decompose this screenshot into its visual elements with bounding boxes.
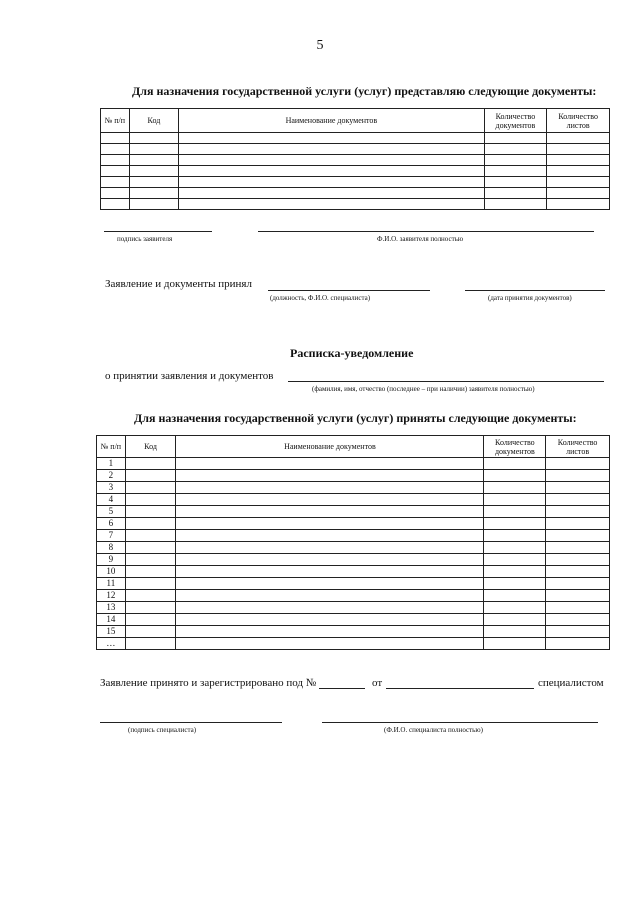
row-number: 8 — [97, 542, 126, 554]
row-sheet-count-cell[interactable] — [546, 614, 610, 626]
table-row — [97, 506, 610, 518]
row-doc-count-cell[interactable] — [484, 602, 546, 614]
table-row — [97, 614, 610, 626]
row-sheet-count-cell[interactable] — [546, 566, 610, 578]
table-row — [101, 155, 610, 166]
row-number — [101, 188, 130, 199]
table-row — [97, 638, 610, 650]
row-doc-count-cell[interactable] — [484, 155, 547, 166]
row-number: 9 — [97, 554, 126, 566]
row-sheet-count-cell[interactable] — [546, 626, 610, 638]
row-doc-count-cell[interactable] — [484, 166, 547, 177]
row-code-cell[interactable] — [125, 482, 176, 494]
row-sheet-count-cell[interactable] — [546, 542, 610, 554]
accepted-position-line[interactable] — [268, 290, 430, 291]
row-doc-count-cell[interactable] — [484, 188, 547, 199]
row-name-cell[interactable] — [176, 530, 484, 542]
specialist-signature-caption: (подпись специалиста) — [128, 726, 197, 734]
row-doc-count-cell[interactable] — [484, 470, 546, 482]
table-row — [101, 188, 610, 199]
registration-prefix: Заявление принято и зарегистрировано под № — [100, 677, 317, 689]
row-name-cell[interactable] — [176, 638, 484, 650]
col-sheet-count: Количество листов — [547, 109, 610, 133]
row-number: 13 — [97, 602, 126, 614]
row-sheet-count-cell[interactable] — [546, 458, 610, 470]
applicant-signature-caption: подпись заявителя — [117, 235, 173, 243]
row-number: 2 — [97, 470, 126, 482]
receipt-about: о принятии заявления и документов — [105, 370, 274, 382]
row-name-cell[interactable] — [179, 166, 484, 177]
row-doc-count-cell[interactable] — [484, 530, 546, 542]
row-name-cell[interactable] — [176, 614, 484, 626]
row-code-cell[interactable] — [125, 566, 176, 578]
row-name-cell[interactable] — [176, 602, 484, 614]
submitted-documents-table — [100, 108, 610, 210]
table-row — [97, 482, 610, 494]
registration-from: от — [372, 677, 383, 689]
specialist-name-line[interactable] — [322, 722, 598, 723]
row-number — [101, 166, 130, 177]
table-row — [97, 590, 610, 602]
row-code-cell[interactable] — [129, 144, 178, 155]
row-sheet-count-cell[interactable] — [546, 590, 610, 602]
row-name-cell[interactable] — [176, 554, 484, 566]
row-code-cell[interactable] — [125, 518, 176, 530]
row-doc-count-cell[interactable] — [484, 578, 546, 590]
accepted-position-caption: (должность, Ф.И.О. специалиста) — [270, 294, 371, 302]
row-name-cell[interactable] — [179, 155, 484, 166]
row-code-cell[interactable] — [125, 458, 176, 470]
row-doc-count-cell[interactable] — [484, 542, 546, 554]
row-number — [101, 155, 130, 166]
row-number — [101, 144, 130, 155]
accepted-date-caption: (дата принятия документов) — [488, 294, 572, 302]
col-sheet-count: Количество листов — [546, 436, 610, 458]
row-sheet-count-cell[interactable] — [546, 554, 610, 566]
row-code-cell[interactable] — [129, 166, 178, 177]
table-row — [97, 530, 610, 542]
row-sheet-count-cell[interactable] — [547, 166, 610, 177]
row-number: 14 — [97, 614, 126, 626]
table-row — [97, 470, 610, 482]
row-sheet-count-cell[interactable] — [547, 133, 610, 144]
row-code-cell[interactable] — [129, 199, 178, 210]
row-doc-count-cell[interactable] — [484, 199, 547, 210]
row-doc-count-cell[interactable] — [484, 638, 546, 650]
row-number: 6 — [97, 518, 126, 530]
section2-heading: Для назначения государственной услуги (услуг) приняты следующие документы: — [134, 411, 577, 425]
registration-date-line[interactable] — [386, 688, 534, 689]
registration-number-line[interactable] — [319, 688, 365, 689]
row-code-cell[interactable] — [125, 614, 176, 626]
row-code-cell[interactable] — [129, 133, 178, 144]
row-doc-count-cell[interactable] — [484, 590, 546, 602]
table-row — [101, 199, 610, 210]
row-sheet-count-cell[interactable] — [546, 578, 610, 590]
table-row — [101, 133, 610, 144]
row-doc-count-cell[interactable] — [484, 554, 546, 566]
row-number — [101, 199, 130, 210]
row-sheet-count-cell[interactable] — [546, 494, 610, 506]
row-sheet-count-cell[interactable] — [546, 482, 610, 494]
row-code-cell[interactable] — [125, 590, 176, 602]
row-number: 4 — [97, 494, 126, 506]
applicant-name-line[interactable] — [258, 231, 594, 232]
table-row — [97, 554, 610, 566]
row-code-cell[interactable] — [125, 602, 176, 614]
col-code: Код — [125, 436, 176, 458]
row-doc-count-cell[interactable] — [484, 133, 547, 144]
table-row — [97, 542, 610, 554]
row-number: 10 — [97, 566, 126, 578]
row-number — [101, 177, 130, 188]
row-code-cell[interactable] — [125, 638, 176, 650]
row-name-cell[interactable] — [176, 458, 484, 470]
row-name-cell[interactable] — [179, 144, 484, 155]
section1-heading: Для назначения государственной услуги (услуг) представляю следующие документы: — [132, 84, 597, 98]
row-code-cell[interactable] — [125, 470, 176, 482]
specialist-name-caption: (Ф.И.О. специалиста полностью) — [384, 726, 483, 734]
row-name-cell[interactable] — [176, 518, 484, 530]
table-row — [97, 626, 610, 638]
row-name-cell[interactable] — [176, 470, 484, 482]
row-name-cell[interactable] — [179, 188, 484, 199]
row-sheet-count-cell[interactable] — [546, 530, 610, 542]
row-code-cell[interactable] — [129, 155, 178, 166]
row-doc-count-cell[interactable] — [484, 614, 546, 626]
table-row — [97, 602, 610, 614]
row-number: … — [97, 638, 126, 650]
row-name-cell[interactable] — [176, 590, 484, 602]
row-doc-count-cell[interactable] — [484, 506, 546, 518]
row-name-cell[interactable] — [176, 566, 484, 578]
row-doc-count-cell[interactable] — [484, 494, 546, 506]
row-number: 11 — [97, 578, 126, 590]
col-num: № п/п — [101, 109, 130, 133]
row-doc-count-cell[interactable] — [484, 177, 547, 188]
accepted-label: Заявление и документы принял — [105, 278, 252, 290]
row-code-cell[interactable] — [129, 188, 178, 199]
row-code-cell[interactable] — [125, 530, 176, 542]
row-name-cell[interactable] — [176, 578, 484, 590]
row-name-cell[interactable] — [179, 199, 484, 210]
row-name-cell[interactable] — [176, 542, 484, 554]
col-name: Наименование документов — [179, 109, 484, 133]
registration-suffix: специалистом — [538, 677, 604, 689]
table-row — [97, 566, 610, 578]
row-number: 7 — [97, 530, 126, 542]
col-name: Наименование документов — [176, 436, 484, 458]
applicant-signature-line[interactable] — [104, 231, 212, 232]
row-number: 3 — [97, 482, 126, 494]
row-sheet-count-cell[interactable] — [546, 602, 610, 614]
row-sheet-count-cell[interactable] — [547, 188, 610, 199]
row-sheet-count-cell[interactable] — [547, 199, 610, 210]
row-doc-count-cell[interactable] — [484, 458, 546, 470]
row-sheet-count-cell[interactable] — [547, 155, 610, 166]
col-num: № п/п — [97, 436, 126, 458]
table-row — [97, 494, 610, 506]
row-code-cell[interactable] — [125, 578, 176, 590]
row-name-cell[interactable] — [176, 482, 484, 494]
table-row — [101, 177, 610, 188]
table-row — [97, 578, 610, 590]
page-number: 5 — [316, 38, 324, 53]
table-row — [97, 518, 610, 530]
row-doc-count-cell[interactable] — [484, 626, 546, 638]
row-code-cell[interactable] — [125, 542, 176, 554]
row-doc-count-cell[interactable] — [484, 518, 546, 530]
table-row — [101, 144, 610, 155]
row-doc-count-cell[interactable] — [484, 566, 546, 578]
row-sheet-count-cell[interactable] — [547, 177, 610, 188]
receipt-applicant-caption: (фамилия, имя, отчество (последнее – при наличии) заявителя полностью) — [312, 385, 535, 393]
col-code: Код — [129, 109, 178, 133]
row-code-cell[interactable] — [125, 506, 176, 518]
row-number: 12 — [97, 590, 126, 602]
row-doc-count-cell[interactable] — [484, 144, 547, 155]
specialist-signature-line[interactable] — [100, 722, 282, 723]
row-name-cell[interactable] — [176, 626, 484, 638]
row-name-cell[interactable] — [179, 177, 484, 188]
row-name-cell[interactable] — [176, 506, 484, 518]
col-doc-count: Количество документов — [484, 436, 546, 458]
row-sheet-count-cell[interactable] — [546, 506, 610, 518]
row-code-cell[interactable] — [129, 177, 178, 188]
col-doc-count: Количество документов — [484, 109, 547, 133]
row-sheet-count-cell[interactable] — [546, 518, 610, 530]
row-number — [101, 133, 130, 144]
table-row — [101, 166, 610, 177]
receipt-title: Расписка-уведомление — [290, 346, 414, 360]
row-doc-count-cell[interactable] — [484, 482, 546, 494]
row-number: 1 — [97, 458, 126, 470]
receipt-applicant-line[interactable] — [288, 381, 604, 382]
row-number: 5 — [97, 506, 126, 518]
row-number: 15 — [97, 626, 126, 638]
accepted-date-line[interactable] — [465, 290, 605, 291]
applicant-name-caption: Ф.И.О. заявителя полностью — [377, 235, 464, 243]
table-row — [97, 458, 610, 470]
row-sheet-count-cell[interactable] — [546, 470, 610, 482]
row-code-cell[interactable] — [125, 554, 176, 566]
row-sheet-count-cell[interactable] — [546, 638, 610, 650]
row-sheet-count-cell[interactable] — [547, 144, 610, 155]
row-code-cell[interactable] — [125, 494, 176, 506]
row-name-cell[interactable] — [179, 133, 484, 144]
row-code-cell[interactable] — [125, 626, 176, 638]
row-name-cell[interactable] — [176, 494, 484, 506]
accepted-documents-table — [96, 435, 610, 650]
